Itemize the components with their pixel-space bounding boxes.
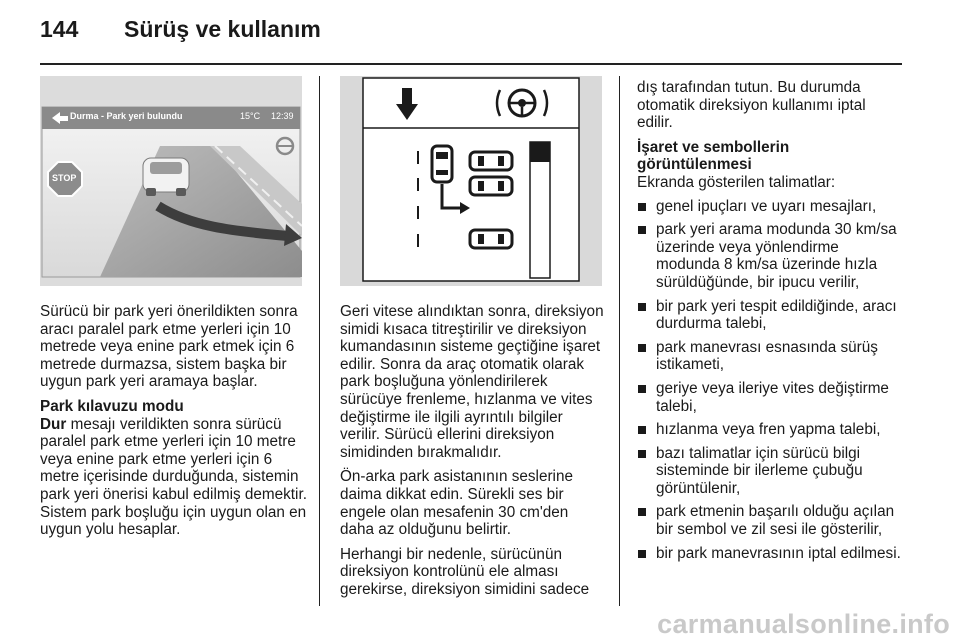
bullet-icon xyxy=(638,450,646,458)
figure-display-park-found xyxy=(40,76,302,286)
list-item: bir park manevrasının iptal edilmesi. xyxy=(637,545,903,563)
own-car-icon xyxy=(432,146,452,182)
paragraph: Sürücü bir park yeri önerildikten sonra aracı paralel park etme yerleri için 10 metrede veya enine park etmek için 6 metrede durmazsa, sistem başka bir uygun park yeri aramaya başlar. xyxy=(40,303,298,391)
bullet-icon xyxy=(638,426,646,434)
stop-sign-text: STOP xyxy=(52,173,77,183)
progress-bar-icon xyxy=(530,142,550,278)
page-title: Sürüş ve kullanım xyxy=(124,16,321,42)
section-heading: Park kılavuzu modu xyxy=(40,397,184,415)
bullet-icon xyxy=(638,226,646,234)
column-1 xyxy=(40,303,308,546)
bullet-icon xyxy=(638,344,646,352)
paragraph: Herhangi bir nedenle, sürücünün direksiyon kontrolünü ele alması gerekirse, direksiyon simidini sadece xyxy=(340,545,590,598)
paragraph: Ön-arka park asistanının seslerine daima dikkat edin. Sürekli ses bir engele olan mesafenin 30 cm'den daha az olduğunu belirtir. xyxy=(340,468,573,539)
bullet-icon xyxy=(638,303,646,311)
page-number: 144 xyxy=(40,16,79,42)
list-item: park etmenin başarılı olduğu açılan bir sembol ve zil sesi ile gösterilir, xyxy=(637,503,903,538)
list-item: genel ipuçları ve uyarı mesajları, xyxy=(637,198,903,216)
figure-guidance-symbols xyxy=(340,76,602,286)
bullet-icon xyxy=(638,203,646,211)
intro-text: Ekranda gösterilen talimatlar: xyxy=(637,173,836,191)
column-3 xyxy=(637,79,903,568)
list-item: geriye veya ileriye vites değiştirme talebi, xyxy=(637,380,903,415)
instruction-list xyxy=(637,198,903,563)
bullet-icon xyxy=(638,508,646,516)
list-item: park yeri arama modunda 30 km/sa üzerinde veya yönlendirme modunda 8 km/sa üzerinde hızla sürüldüğünde, bir ipucu verilir, xyxy=(637,221,903,291)
column-divider-left xyxy=(319,76,320,606)
paragraph-text: mesajı verildikten sonra sürücü paralel park etme yerleri için 10 metre veya enine park etme yerleri için 6 metre içerisinde durduğunda, sistemin park yeri önerisi kabul edilmiş demektir. Sistem park boşluğu için uygun olan en uygun yolu hesaplar. xyxy=(40,415,307,539)
column-2 xyxy=(340,303,606,606)
list-item: bir park yeri tespit edildiğinde, aracı durdurma talebi, xyxy=(637,298,903,333)
paragraph: dış tarafından tutun. Bu durumda otomatik direksiyon kullanımı iptal edilir. xyxy=(637,79,866,132)
temperature-readout: 15°C xyxy=(240,111,261,121)
car-icon xyxy=(143,158,189,196)
paragraph: Geri vitese alındıktan sonra, direksiyon simidi kısaca titreştirilir ve direksiyon kumandasının sisteme geçtiğine işaret edilir. Sonra da araç otomatik olarak park boşluğuna yönlendirilerek sürücüye frenleme, hızlanma ve vites değiştirme ile ilgili ayrıntılı bilgiler verilir. Sürücü ellerini direksiyon simidinden bırakmalıdır. xyxy=(340,303,604,461)
clock-readout: 12:39 xyxy=(271,111,294,121)
list-item: hızlanma veya fren yapma talebi, xyxy=(637,421,903,439)
paragraph xyxy=(40,416,308,539)
header-rule xyxy=(40,63,902,65)
bold-term: Dur xyxy=(40,415,67,433)
bullet-icon xyxy=(638,385,646,393)
watermark: carmanualsonline.info xyxy=(657,609,950,639)
status-message: Durma - Park yeri bulundu xyxy=(70,111,183,121)
list-item: park manevrası esnasında sürüş istikameti, xyxy=(637,339,903,374)
section-heading: İşaret ve sembollerin görüntülenmesi xyxy=(637,138,790,174)
bullet-icon xyxy=(638,550,646,558)
list-item: bazı talimatlar için sürücü bilgi sisteminde bir ilerleme çubuğu görüntülenir, xyxy=(637,445,903,498)
column-divider-right xyxy=(619,76,620,606)
